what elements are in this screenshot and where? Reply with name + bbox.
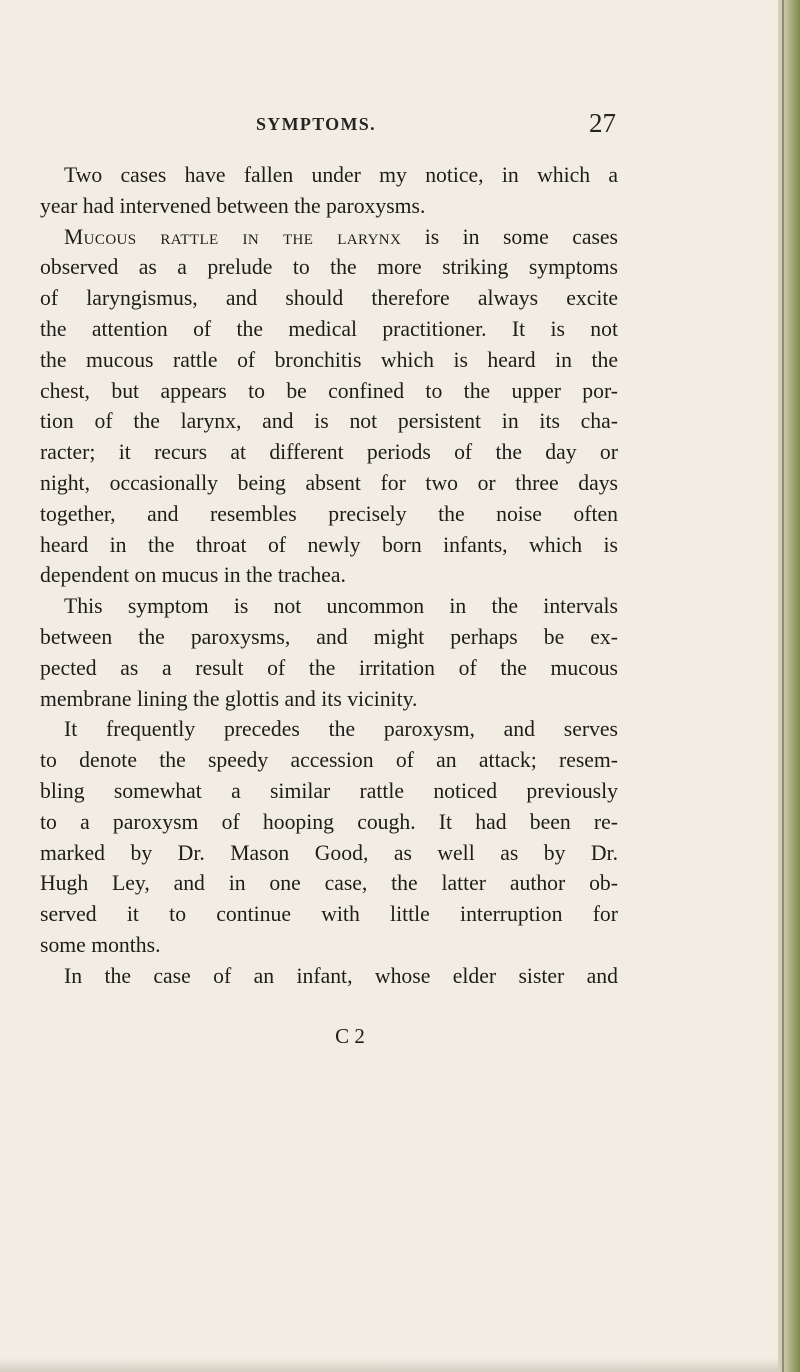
text-line: membrane lining the glottis and its vicinity. [40,686,418,711]
paragraph-1 [40,160,618,222]
text-line: This symptom is not uncommon in the intervals [64,594,618,619]
running-head [40,108,616,138]
text-line [40,222,618,253]
text-line: the mucous rattle of bronchitis which is heard in the [40,347,618,372]
page-number: 27 [589,108,616,138]
text-line: to denote the speedy accession of an attack; resem- [40,748,618,773]
text-line: together, and resembles precisely the noise often [40,501,618,526]
text-line: bling somewhat a similar rattle noticed previously [40,778,618,803]
text-line: between the paroxysms, and might perhaps be ex- [40,624,618,649]
text-line: year had intervened between the paroxysms. [40,193,426,218]
text-line: pected as a result of the irritation of the mucous [40,655,618,680]
paragraph-3 [40,591,618,714]
page-bottom-shadow [0,1358,778,1372]
text-line: tion of the larynx, and is not persistent in its cha- [40,409,618,434]
paragraph-5 [40,961,618,992]
section-lead-in: Mucous rattle in the larynx [64,224,402,249]
paragraph-2 [40,222,618,592]
text-line: observed as a prelude to the more striking symptoms [40,255,618,280]
text-line: heard in the throat of newly born infants, which is [40,532,618,557]
text-line: chest, but appears to be confined to the upper por- [40,378,618,403]
paragraph-4 [40,714,618,960]
text-fragment: is in some cases [401,224,618,249]
page-binding-edge [778,0,800,1372]
text-line: racter; it recurs at different periods of the day or [40,440,618,465]
text-line: dependent on mucus in the trachea. [40,563,346,588]
text-line: Two cases have fallen under my notice, in which a [64,163,618,187]
text-line: some months. [40,932,161,957]
text-line: marked by Dr. Mason Good, as well as by Dr. [40,840,618,865]
running-title: SYMPTOMS. [256,114,376,134]
text-line: In the case of an infant, whose elder sister and [64,963,618,988]
text-line: the attention of the medical practitioner. It is not [40,316,618,341]
text-line: served it to continue with little interruption for [40,902,618,927]
text-line: Hugh Ley, and in one case, the latter author ob- [40,871,618,896]
body-text [40,160,618,992]
text-line: of laryngismus, and should therefore always excite [40,286,618,311]
signature-mark: C 2 [335,1024,365,1048]
text-line: night, occasionally being absent for two or three days [40,470,618,495]
text-line: It frequently precedes the paroxysm, and serves [64,717,618,742]
text-line: to a paroxysm of hooping cough. It had been re- [40,809,618,834]
